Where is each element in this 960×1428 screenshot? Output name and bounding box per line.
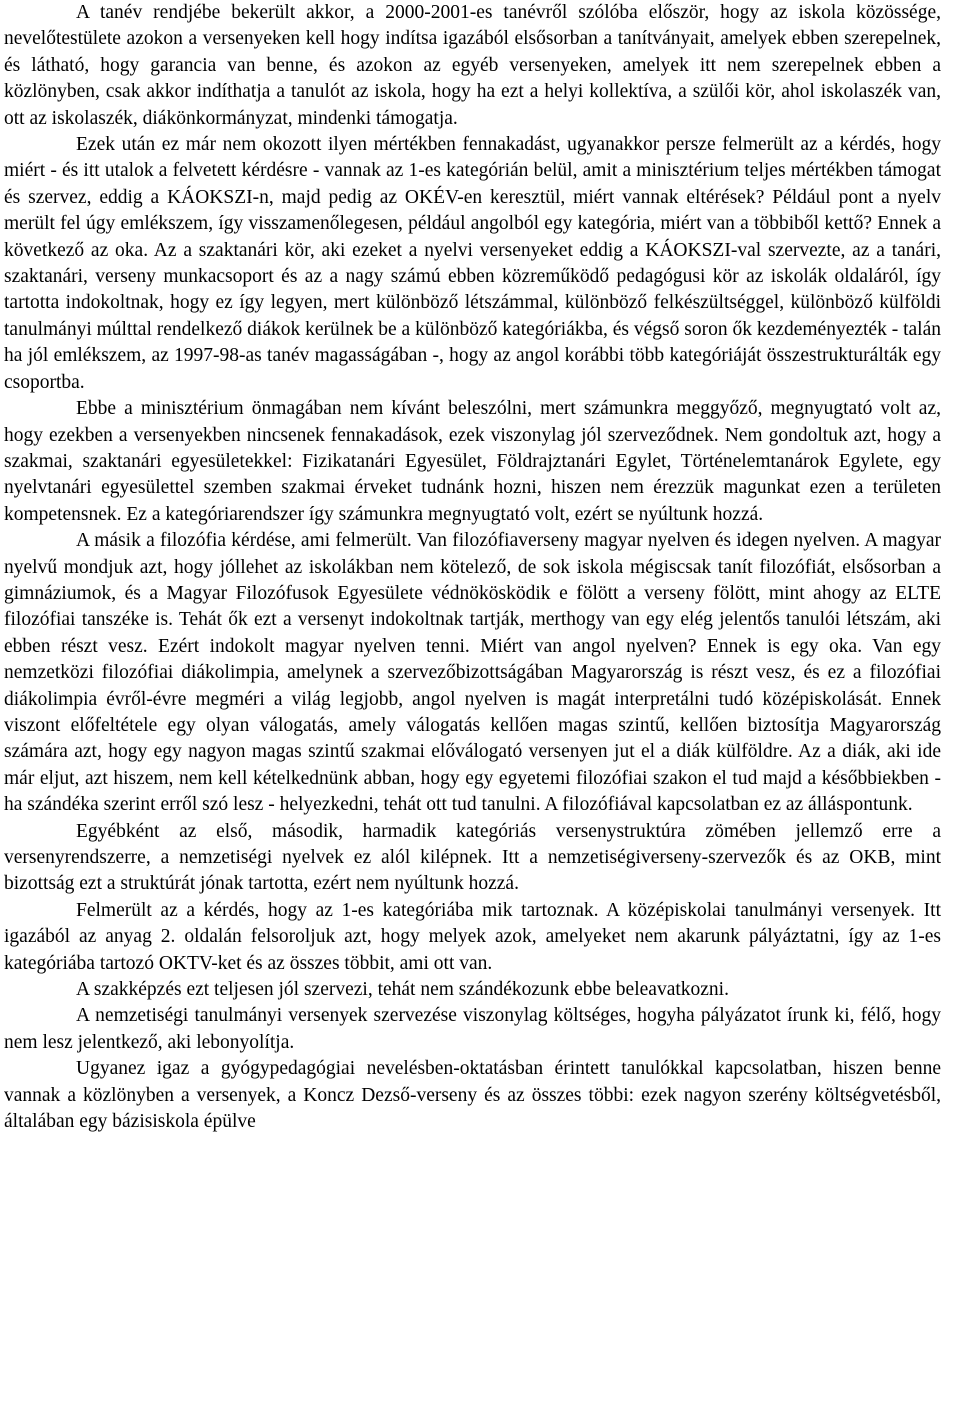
paragraph-7: A szakképzés ezt teljesen jól szervezi, tehát nem szándékozunk ebbe beleavatkozni. xyxy=(76,979,729,1001)
paragraph-9: Ugyanez igaz a gyógypedagógiai nevelésben-oktatásban érintett tanulókkal kapcsolatban, hiszen benne vannak a közlönyben a versenyek, a Koncz Dezső-verseny és az összes többi: ezek nagyon szerény költségvetésből, általában egy bázisiskola épülve xyxy=(4,1058,941,1133)
paragraph-2: Ezek után ez már nem okozott ilyen mértékben fennakadást, ugyanakkor persze felmerült az a kérdés, hogy miért - és itt utalok a felvetett kérdésre - vannak az 1-es kategórián belül, amit a minisztérium teljes mértékben támogat és szervez, eddig a KÁOKSZI-n, majd pedig az OKÉV-en keresztül, miért vannak eltérések? Például pont a nyelv merült fel úgy emlékszem, így visszamenőlegesen, például angolból egy kategória, miért van a többiből kettő? Ennek a következő az oka. Az a szaktanári kör, aki ezeket a nyelvi versenyeket eddig a KÁOKSZI-val szervezte, az a tanári, szaktanári, verseny munkacsoport és az a nagy számú ebben közreműködő pedagógusi kör az iskolák oldaláról, így tartotta indokoltnak, hogy ez így legyen, mert különböző létszámmal, különböző felkészültséggel, különböző külföldi tanulmányi múlttal rendelkező diákok kerülnek be a különböző kategóriákba, és végső soron ők kezdeményezték - talán ha jól emlékszem, az 1997-98-as tanév magasságában -, hogy az angol korábbi több kategóriáját összestrukturálták egy csoportba. xyxy=(4,134,941,393)
paragraph-5: Egyébként az első, második, harmadik kategóriás versenystruktúra zömében jellemző erre a versenyrendszerre, a nemzetiségi nyelvek ez alól kilépnek. Itt a nemzetiségiverseny-szervezők és az OKB, mint bizottság ezt a struktúrát jónak tartotta, ezért nem nyúltunk hozzá. xyxy=(4,820,941,895)
paragraph-3: Ebbe a minisztérium önmagában nem kívánt beleszólni, mert számunkra meggyőző, megnyugtató volt az, hogy ezekben a versenyekben nincsenek fennakadások, ezek viszonylag jól szerveződnek. Nem gondoltuk azt, hogy a szakmai, szaktanári egyesületekkel: Fizikatanári Egyesület, Földrajztanári Egylet, Történelemtanárok Egylete, egy nyelvtanári egyesülettel szemben szakmai érveket tudnánk hozni, hiszen nem érezzük magunkat ezen a területen kompetensnek. Ez a kategóriarendszer így számunkra megnyugtató volt, ezért se nyúltunk hozzá. xyxy=(4,398,941,525)
document-page xyxy=(4,0,941,1135)
paragraph-4: A másik a filozófia kérdése, ami felmerült. Van filozófiaverseny magyar nyelven és idegen nyelven. A magyar nyelvű mondjuk azt, hogy jóllehet az iskolákban nem kötelező, de sok iskola mégiscsak tanít filozófiát, elsősorban a gimnáziumok, és a Magyar Filozófusok Egyesülete védnökösködik e fölött a verseny fölött, mint ahogy az ELTE filozófiai tanszéke is. Tehát ők ezt a versenyt indokoltnak tartják, merthogy van egy elég jelentős tanulói létszám, aki ebben részt vesz. Ezért indokolt magyar nyelven tenni. Miért van angol nyelven? Ennek is egy oka. Van egy nemzetközi filozófiai diákolimpia, amelynek a szervezőbizottságában Magyarország is részt vesz, és ez a filozófiai diákolimpia évről-évre megméri a világ legjobb, angol nyelven is magát interpretálni tudó középiskolását. Ennek viszont előfeltétele egy olyan válogatás, amely válogatás kellően magas szintű, kellően biztosítja Magyarország számára azt, hogy egy nagyon magas szintű szakmai előválogató versenyen jut el a diák külföldre. Az a diák, aki ide már eljut, azt hiszem, nem kell kételkednünk abban, hogy egy egyetemi filozófiai szakon el tud majd a későbbiekben - ha szándéka szerint erről szó lesz - helyezkedni, tehát ott tud tanulni. A filozófiával kapcsolatban ez az álláspontunk. xyxy=(4,530,941,816)
paragraph-6: Felmerült az a kérdés, hogy az 1-es kategóriába mik tartoznak. A középiskolai tanulmányi versenyek. Itt igazából az anyag 2. oldalán felsoroljuk azt, hogy melyek azok, amelyeket nem akarunk pályáztatni, így az 1-es kategóriába tartozó OKTV-ket és az összes többit, ami ott van. xyxy=(4,899,941,974)
paragraph-8: A nemzetiségi tanulmányi versenyek szervezése viszonylag költséges, hogyha pályázatot írunk ki, félő, hogy nem lesz jelentkező, aki lebonyolítja. xyxy=(4,1005,941,1053)
paragraph-1: A tanév rendjébe bekerült akkor, a 2000-2001-es tanévről szólóba először, hogy az iskola közössége, nevelőtestülete azokon a versenyeken kell hogy indítsa igazából elsősorban a tanítványait, amelyek ebben szerepelnek, és látható, hogy garancia van benne, és azokon az egyéb versenyeken, amelyek itt nem szerepelnek ebben a közlönyben, csak akkor indíthatja a tanulót az iskola, hogy ha ezt a helyi kollektíva, a szülői kör, ahol iskolaszék van, ott az iskolaszék, diákönkormányzat, mindenki támogatja. xyxy=(4,2,941,129)
